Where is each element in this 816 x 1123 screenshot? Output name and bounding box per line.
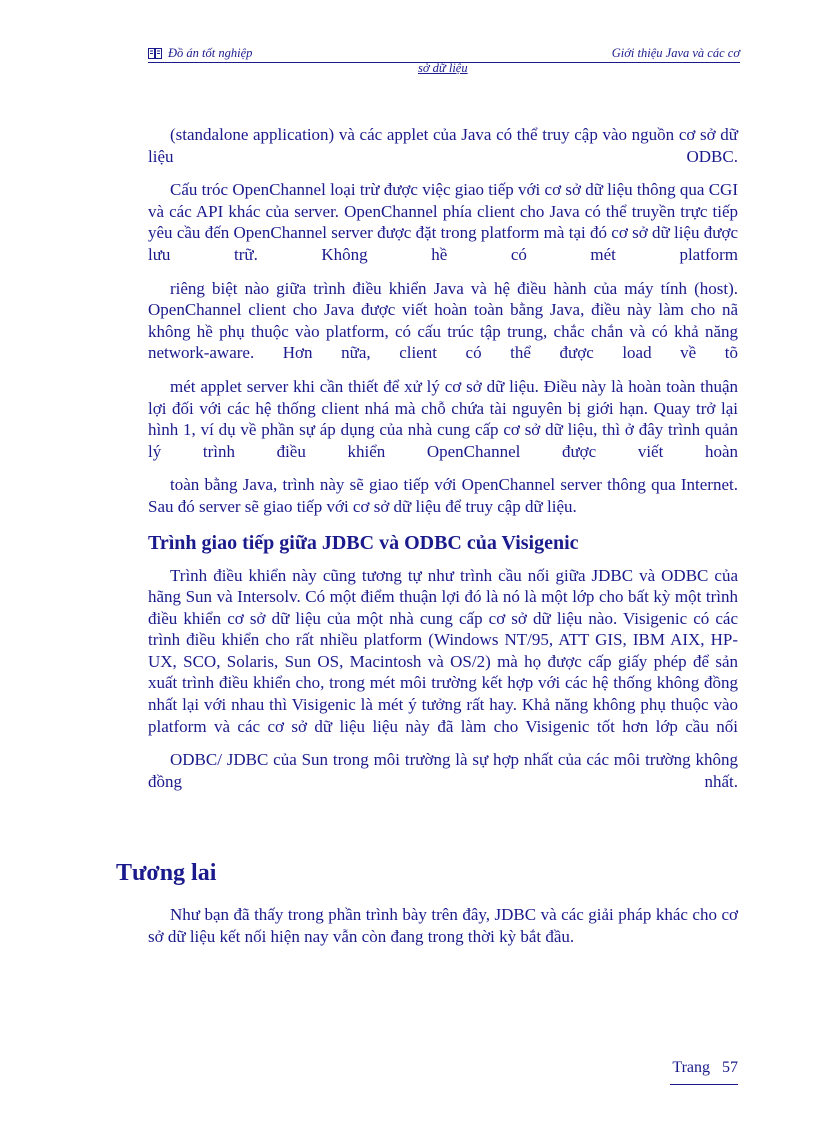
paragraph-1: (standalone application) và các applet của Java có thể truy cập vào nguồn cơ sở dữ liệu ODBC.: [148, 125, 738, 166]
paragraph-3: riêng biệt nào giữa trình điều khiển Java và hệ điều hành của máy tính (host). OpenChannel client cho Java được viết hoàn toàn bằng Java, điều này làm cho nã không hề phụ thuộc vào platform, có cấu trúc tập trung, chắc chắn và có khả năng network-aware. Hơn nữa, client có thể được load về tõ: [148, 278, 738, 363]
paragraph-5: toàn bằng Java, trình này sẽ giao tiếp với OpenChannel server thông qua Internet. Sau đó server sẽ giao tiếp với cơ sở dữ liệu để truy cập dữ liệu.: [148, 475, 738, 516]
page-content: [148, 124, 738, 792]
header-left: [148, 46, 252, 61]
book-icon: [148, 48, 162, 59]
footer-rule: [670, 1084, 738, 1085]
header-subtitle: sở dữ liệu: [418, 61, 468, 75]
header-title-left: Đồ án tốt nghiệp: [168, 46, 253, 60]
paragraph-2: Cấu tróc OpenChannel loại trừ được việc giao tiếp với cơ sở dữ liệu thông qua CGI và các API khác của server. OpenChannel phía client cho Java có thể truyền trực tiếp yêu cầu đến OpenChannel server được đặt trong platform mà tại đó cơ sở dữ liệu được lưu trữ. Không hề có mét platform: [148, 180, 738, 264]
final-paragraph: Như bạn đã thấy trong phần trình bày trên đây, JDBC và các giải pháp khác cho cơ sở dữ liệu kết nối hiện nay vẫn còn đang trong thời kỳ bắt đầu.: [148, 905, 738, 946]
section-paragraph-2: ODBC/ JDBC của Sun trong môi trường là sự hợp nhất của các môi trường không đồng nhất.: [148, 750, 738, 791]
page-number: 57: [722, 1059, 738, 1076]
header-title-right: Giới thiệu Java và các cơ: [611, 46, 740, 60]
section-paragraph-1: Trình điều khiển này cũng tương tự như trình cầu nối giữa JDBC và ODBC của hãng Sun và Intersolv. Có một điểm thuận lợi đó là nó là một lớp cho bất kỳ một trình điều khiển cơ sở dữ liệu của một nhà cung cấp cơ sở dữ liệu nào. Visigenic có các trình điều khiển cho rất nhiều platform (Windows NT/95, ATT GIS, IBM AIX, HP-UX, SCO, Solaris, Sun OS, Macintosh và OS/2) mà họ được cấp giấy phép để sản xuất trình điều khiển cho, trong mét môi trường kết hợp với các hệ thống không đồng nhất lại với nhau thì Visigenic là mét ý tưởng rất hay. Khả năng không phụ thuộc vào platform và các cơ sở dữ liệu liệu này đã làm cho Visigenic tốt hơn lớp cầu nối: [148, 565, 738, 736]
main-heading: Tương lai: [116, 860, 217, 886]
final-content: [148, 904, 738, 947]
section-heading: Trình giao tiếp giữa JDBC và ODBC của Visigenic: [148, 531, 579, 554]
paragraph-4: mét applet server khi cần thiết để xử lý cơ sở dữ liệu. Điều này là hoàn toàn thuận lợi đối với các hệ thống client nhá mà chỗ chứa tài nguyên bị giới hạn. Quay trở lại hình 1, ví dụ về phần sự áp dụng của nhà cung cấp cơ sở dữ liệu, thì ở đây trình quản lý trình điều khiển OpenChannel được viết hoàn: [148, 376, 738, 461]
footer-label: Trang: [672, 1059, 710, 1076]
page-footer: [672, 1059, 738, 1077]
